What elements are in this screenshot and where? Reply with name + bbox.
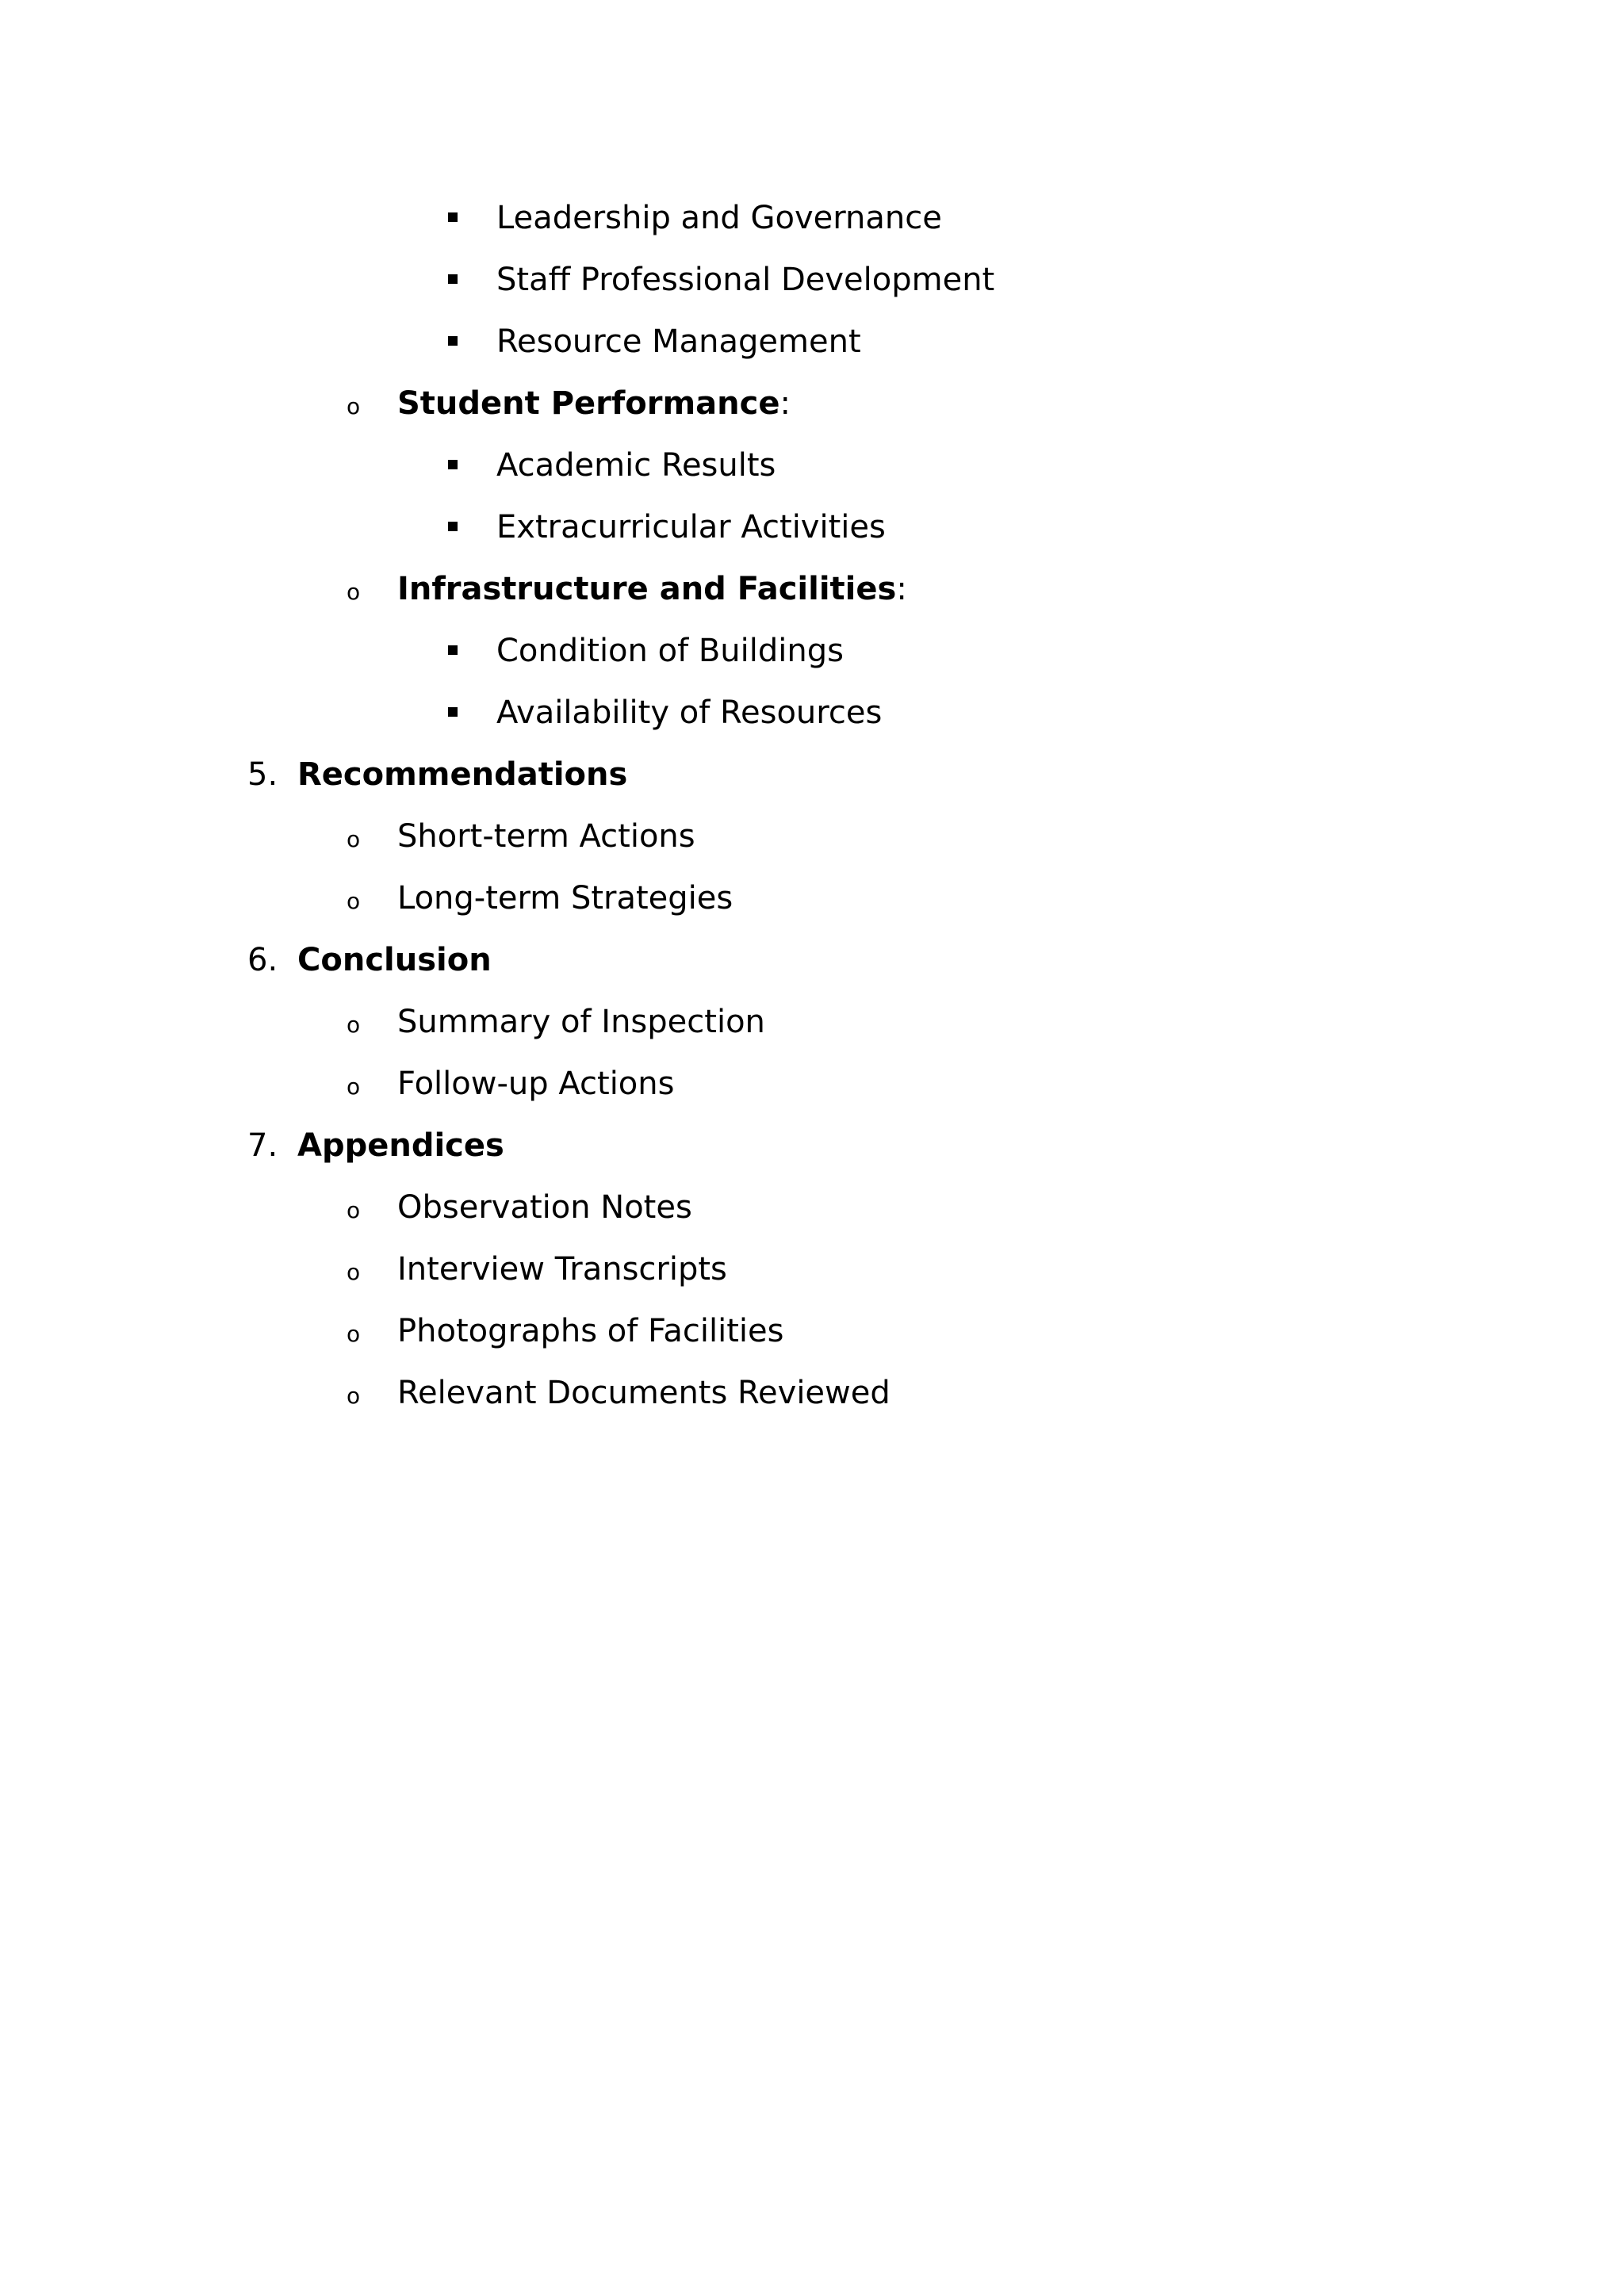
square-bullet-icon <box>448 460 458 469</box>
list-item-text: Short-term Actions <box>397 818 695 855</box>
section-title: Recommendations <box>297 756 628 793</box>
square-bullet-icon <box>448 522 458 531</box>
list-item-text: Availability of Resources <box>496 695 883 731</box>
square-bullet-icon <box>448 274 458 284</box>
circle-bullet-icon: o <box>347 1073 361 1100</box>
section-number: 6. <box>247 942 278 978</box>
list-item-text: Relevant Documents Reviewed <box>397 1375 891 1411</box>
square-bullet-icon <box>448 645 458 655</box>
section-subheading: Student Performance: <box>397 385 791 422</box>
list-item-text: Academic Results <box>496 447 776 484</box>
square-bullet-icon <box>448 336 458 346</box>
list-item-text: Summary of Inspection <box>397 1004 765 1040</box>
list-item-text: Interview Transcripts <box>397 1251 727 1288</box>
circle-bullet-icon: o <box>347 1321 361 1347</box>
circle-bullet-icon: o <box>347 393 361 419</box>
circle-bullet-icon: o <box>347 1259 361 1285</box>
list-item-text: Follow-up Actions <box>397 1066 675 1102</box>
list-item-text: Staff Professional Development <box>496 262 995 298</box>
circle-bullet-icon: o <box>347 888 361 914</box>
square-bullet-icon <box>448 212 458 222</box>
list-item-text: Observation Notes <box>397 1189 692 1226</box>
section-subheading: Infrastructure and Facilities: <box>397 571 907 607</box>
list-item-text: Condition of Buildings <box>496 633 844 669</box>
list-item-text: Leadership and Governance <box>496 200 942 236</box>
list-item-text: Long-term Strategies <box>397 880 733 916</box>
list-item-text: Photographs of Facilities <box>397 1313 784 1349</box>
circle-bullet-icon: o <box>347 1383 361 1409</box>
circle-bullet-icon: o <box>347 1012 361 1038</box>
section-title: Appendices <box>297 1127 504 1164</box>
square-bullet-icon <box>448 707 458 717</box>
list-item-text: Extracurricular Activities <box>496 509 886 545</box>
section-number: 7. <box>247 1127 278 1164</box>
circle-bullet-icon: o <box>347 826 361 852</box>
circle-bullet-icon: o <box>347 1197 361 1223</box>
list-item-text: Resource Management <box>496 323 861 360</box>
section-number: 5. <box>247 756 278 793</box>
circle-bullet-icon: o <box>347 579 361 605</box>
section-title: Conclusion <box>297 942 492 978</box>
